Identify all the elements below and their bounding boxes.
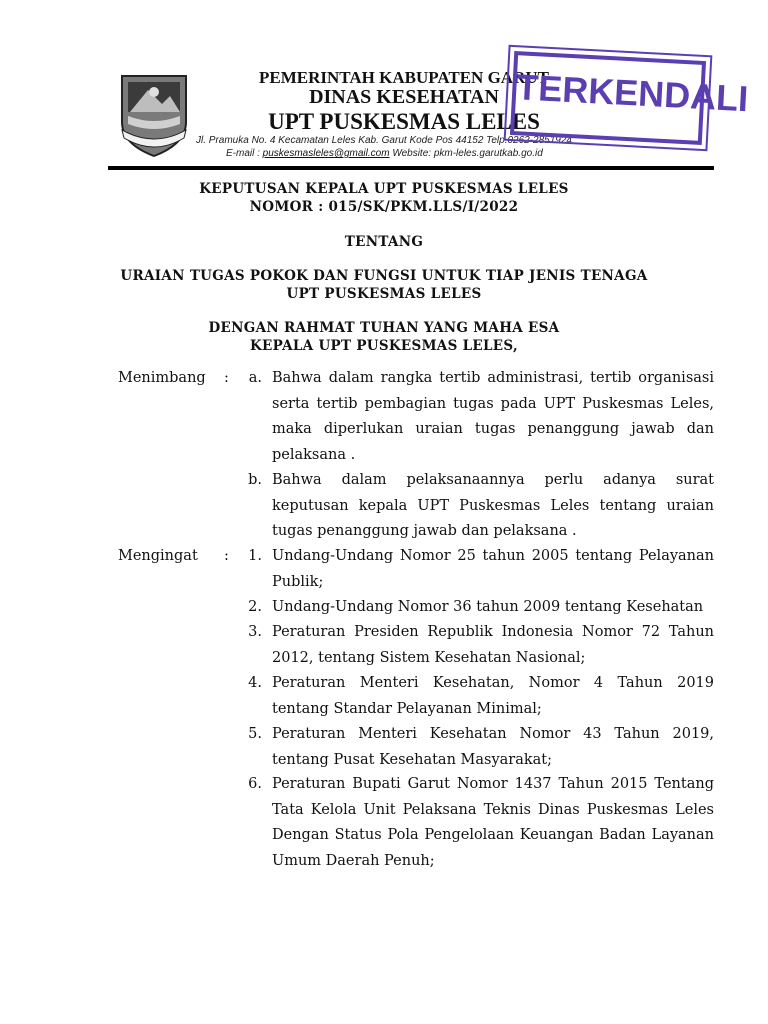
letterhead-government: PEMERINTAH KABUPATEN GARUT (259, 68, 549, 87)
letterhead-contact (226, 148, 543, 159)
mengingat-item: Undang-Undang Nomor 36 tahun 2009 tentang Kesehatan (272, 599, 704, 615)
email-link[interactable]: puskesmasleles@gmail.com (262, 148, 390, 159)
mengingat-item: Undang-Undang Nomor 25 tahun 2005 tentang Pelayanan Publik; (272, 548, 714, 590)
mengingat-item: Peraturan Presiden Republik Indonesia Nomor 72 Tahun 2012, tentang Sistem Kesehatan Nasional; (272, 624, 714, 666)
menimbang-marker: a. (248, 370, 262, 386)
letterhead-divider (108, 166, 714, 170)
website-text: Website: pkm-leles.garutkab.go.id (389, 148, 543, 159)
terkendali-stamp: TERKENDALI (510, 51, 706, 145)
menimbang-item: Bahwa dalam pelaksanaannya perlu adanya surat keputusan kepala UPT Puskesmas Leles tentang uraian tugas penanggung jawab dan pelaksana . (272, 472, 714, 539)
decree-subject-line2: UPT PUSKESMAS LELES (286, 286, 482, 302)
opening-line2: KEPALA UPT PUSKESMAS LELES, (250, 338, 518, 354)
mengingat-colon: : (224, 548, 229, 564)
decree-title: KEPUTUSAN KEPALA UPT PUSKESMAS LELES (199, 181, 569, 197)
mengingat-marker: 1. (248, 548, 262, 564)
letterhead-institution: UPT PUSKESMAS LELES (268, 109, 540, 134)
menimbang-marker: b. (248, 472, 262, 488)
mengingat-label: Mengingat (118, 548, 198, 564)
mengingat-item: Peraturan Bupati Garut Nomor 1437 Tahun 2015 Tentang Tata Kelola Unit Pelaksana Teknis Dinas Puskesmas Leles Dengan Status Pola Pengelolaan Keuangan Badan Layanan Umum Daerah Penuh; (272, 776, 714, 869)
decree-number: NOMOR : 015/SK/PKM.LLS/I/2022 (249, 199, 519, 215)
mengingat-marker: 3. (248, 624, 262, 640)
letterhead-address: Jl. Pramuka No. 4 Kecamatan Leles Kab. Garut Kode Pos 44152 Telp.0262-2851924 (196, 135, 572, 146)
mengingat-item: Peraturan Menteri Kesehatan, Nomor 4 Tahun 2019 tentang Standar Pelayanan Minimal; (272, 675, 714, 717)
email-label: E-mail : (226, 148, 263, 159)
mengingat-marker: 6. (248, 776, 262, 792)
mengingat-marker: 5. (248, 726, 262, 742)
opening-line1: DENGAN RAHMAT TUHAN YANG MAHA ESA (208, 320, 560, 336)
menimbang-item: Bahwa dalam rangka tertib administrasi, tertib organisasi serta tertib pembagian tugas pada UPT Puskesmas Leles, maka diperlukan uraian tugas penanggung jawab dan pelaksana . (272, 370, 714, 463)
mengingat-marker: 2. (248, 599, 262, 615)
letterhead-agency: DINAS KESEHATAN (309, 86, 499, 108)
mengingat-marker: 4. (248, 675, 262, 691)
menimbang-colon: : (224, 370, 229, 386)
mengingat-item: Peraturan Menteri Kesehatan Nomor 43 Tahun 2019, tentang Pusat Kesehatan Masyarakat; (272, 726, 714, 768)
menimbang-label: Menimbang (118, 370, 206, 386)
tentang-heading: TENTANG (344, 234, 424, 250)
decree-subject-line1: URAIAN TUGAS POKOK DAN FUNGSI UNTUK TIAP JENIS TENAGA (120, 268, 648, 284)
